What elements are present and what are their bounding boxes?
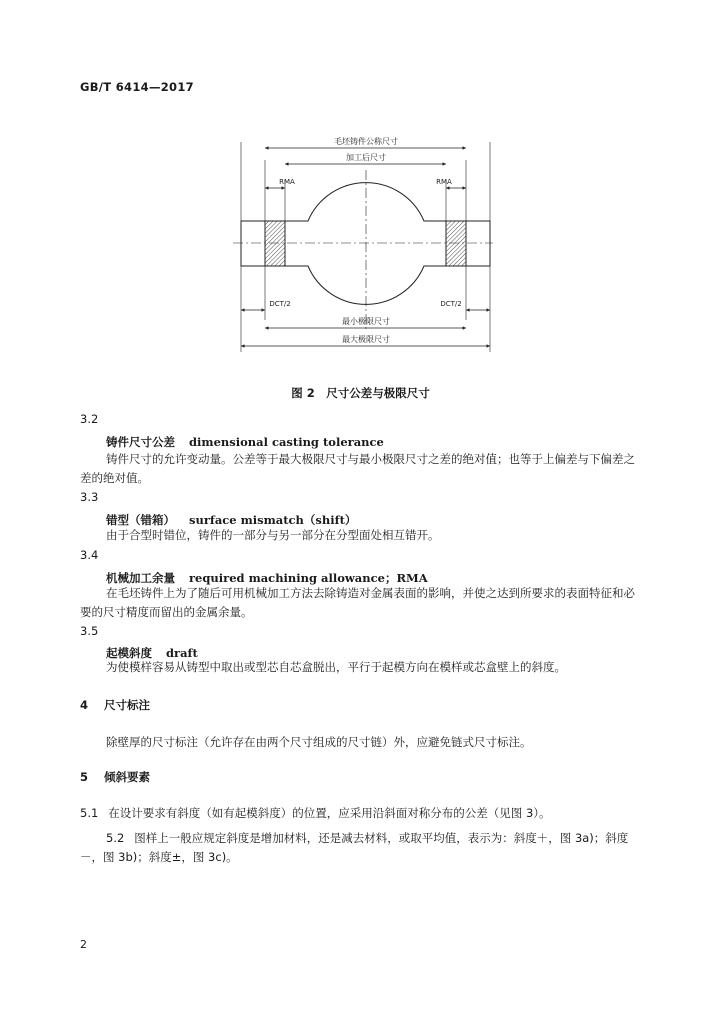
label-blank-nominal: 毛坯铸件公称尺寸 xyxy=(334,137,398,146)
standard-code: GB/T 6414—2017 xyxy=(80,80,194,94)
page-number: 2 xyxy=(80,938,87,951)
term-3-2-cn: 铸件尺寸公差 xyxy=(106,435,175,449)
term-3-2 xyxy=(106,431,384,450)
term-3-4-cn: 机械加工余量 xyxy=(106,571,175,585)
label-dct-right: DCT/2 xyxy=(440,300,462,308)
figure-2-drawing xyxy=(228,130,498,355)
section-4-number: 4 xyxy=(80,698,89,712)
section-number-3-2: 3.2 xyxy=(80,412,99,426)
paragraph-5-2 xyxy=(80,829,640,867)
paragraph-5-2-number: 5.2 xyxy=(106,831,125,845)
section-5-number: 5 xyxy=(80,770,89,784)
section-5-heading xyxy=(80,769,150,785)
section-4-title: 尺寸标注 xyxy=(104,698,151,712)
section-4-text: 除壁厚的尺寸标注（允许存在由两个尺寸组成的尺寸链）外，应避免链式尺寸标注。 xyxy=(106,735,532,749)
section-number-3-3: 3.3 xyxy=(80,490,99,504)
paragraph-5-1 xyxy=(80,804,551,823)
section-number-3-5: 3.5 xyxy=(80,624,99,638)
section-4-heading xyxy=(80,697,150,713)
term-3-5-en: draft xyxy=(166,646,198,660)
definition-3-4: 在毛坯铸件上为了随后可用机械加工方法去除铸造对金属表面的影响，并使之达到所要求的表面特征和必要的尺寸精度而留出的金属余量。 xyxy=(80,586,635,619)
paragraph-5-1-number: 5.1 xyxy=(80,806,99,820)
casting-outline xyxy=(241,183,490,305)
section-number-3-4: 3.4 xyxy=(80,548,99,562)
paragraph-5-2-text: 图样上一般应规定斜度是增加材料，还是减去材料，或取平均值，表示为：斜度＋，图 3a)；斜度－，图 3b)；斜度±，图 3c)。 xyxy=(80,831,629,864)
figure-caption: 图 2 尺寸公差与极限尺寸 xyxy=(291,386,430,400)
definition-3-5: 为使模样容易从铸型中取出或型芯自芯盒脱出，平行于起模方向在模样或芯盒壁上的斜度。 xyxy=(106,660,566,674)
definition-3-2: 铸件尺寸的允许变动量。公差等于最大极限尺寸与最小极限尺寸之差的绝对值；也等于上偏差与下偏差之差的绝对值。 xyxy=(80,452,635,485)
label-rma-right: RMA xyxy=(436,178,452,186)
label-rma-left: RMA xyxy=(279,178,295,186)
term-3-4-en: required machining allowance；RMA xyxy=(189,571,428,585)
definition-3-3: 由于合型时错位，铸件的一部分与另一部分在分型面处相互错开。 xyxy=(106,528,440,542)
label-machined: 加工后尺寸 xyxy=(346,153,386,162)
paragraph-5-1-text: 在设计要求有斜度（如有起模斜度）的位置，应采用沿斜面对称分布的公差（见图 3）。 xyxy=(108,806,551,820)
term-3-2-en: dimensional casting tolerance xyxy=(189,435,384,449)
label-min-limit: 最小极限尺寸 xyxy=(342,317,390,326)
section-5-title: 倾斜要素 xyxy=(104,770,151,784)
label-dct-left: DCT/2 xyxy=(269,300,291,308)
term-3-3-en: surface mismatch（shift） xyxy=(189,513,357,527)
label-max-limit: 最大极限尺寸 xyxy=(342,335,390,344)
term-3-3-cn: 错型（错箱） xyxy=(106,513,175,527)
term-3-5-cn: 起模斜度 xyxy=(106,646,152,660)
